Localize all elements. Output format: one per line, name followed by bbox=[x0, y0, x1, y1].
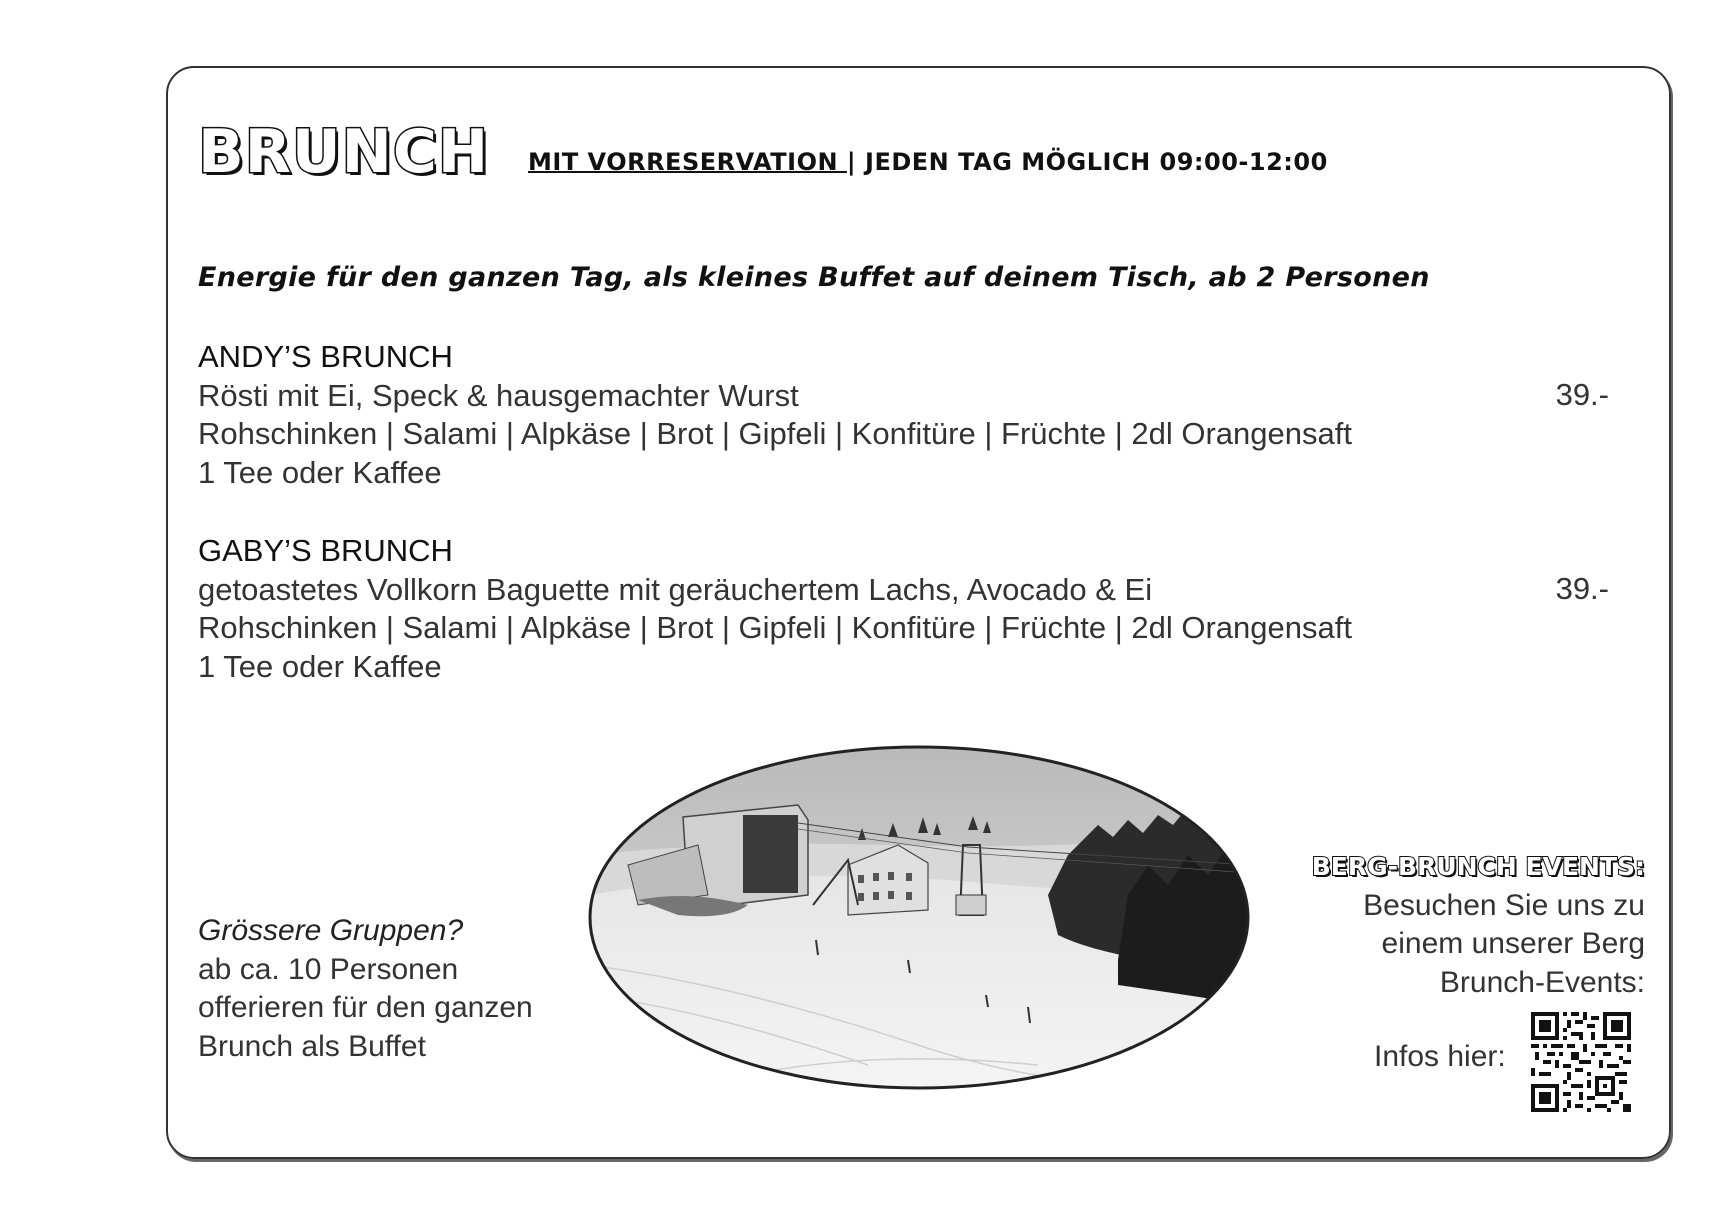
menu-item-line: 1 Tee oder Kaffee bbox=[198, 454, 442, 490]
events-line: einem unserer Berg bbox=[1381, 927, 1645, 960]
events-heading: BERG-BRUNCH EVENTS: bbox=[1311, 852, 1645, 881]
events-line: Besuchen Sie uns zu bbox=[1363, 888, 1645, 922]
tagline: Energie für den ganzen Tag, als kleines Buffet auf deinem Tisch, ab 2 Personen bbox=[198, 262, 1430, 293]
menu-item-line: getoastetes Vollkorn Baguette mit geräuchertem Lachs, Avocado & Ei bbox=[198, 571, 1153, 607]
vintage-cable-car-station-photo bbox=[588, 745, 1250, 1090]
menu-item-line: Rohschinken | Salami | Alpkäse | Brot | Gipfeli | Konfitüre | Früchte | 2dl Orangensaft bbox=[198, 610, 1352, 645]
events-line: Brunch-Events: bbox=[1439, 965, 1645, 999]
reservation-info bbox=[528, 148, 1328, 176]
group-info-line: Brunch als Buffet bbox=[198, 1029, 426, 1063]
menu-item-andys-brunch bbox=[198, 338, 1352, 492]
menu-item-gabys-brunch bbox=[198, 532, 1352, 686]
page-title: BRUNCH bbox=[198, 117, 490, 187]
infos-label: Infos hier: bbox=[1374, 1040, 1506, 1073]
qr-code-icon[interactable] bbox=[1531, 1012, 1631, 1112]
group-info-line: offerieren für den ganzen bbox=[198, 991, 533, 1024]
group-question: Grössere Gruppen? bbox=[198, 914, 464, 947]
group-info-line: ab ca. 10 Personen bbox=[198, 952, 459, 986]
menu-item-line: Rösti mit Ei, Speck & hausgemachter Wurst bbox=[198, 377, 799, 413]
events-info bbox=[1312, 848, 1645, 1002]
hours-note: | JEDEN TAG MÖGLICH 09:00-12:00 bbox=[846, 148, 1328, 176]
menu-item-price: 39.- bbox=[1555, 571, 1609, 606]
reservation-note: MIT VORRESERVATION bbox=[528, 148, 847, 176]
menu-item-name: GABY’S BRUNCH bbox=[198, 533, 453, 568]
menu-item-line: Rohschinken | Salami | Alpkäse | Brot | Gipfeli | Konfitüre | Früchte | 2dl Orangensaft bbox=[198, 416, 1352, 451]
group-info bbox=[198, 912, 533, 1066]
menu-item-line: 1 Tee oder Kaffee bbox=[198, 648, 442, 684]
menu-item-price: 39.- bbox=[1555, 377, 1609, 412]
menu-item-name: ANDY’S BRUNCH bbox=[198, 339, 453, 374]
